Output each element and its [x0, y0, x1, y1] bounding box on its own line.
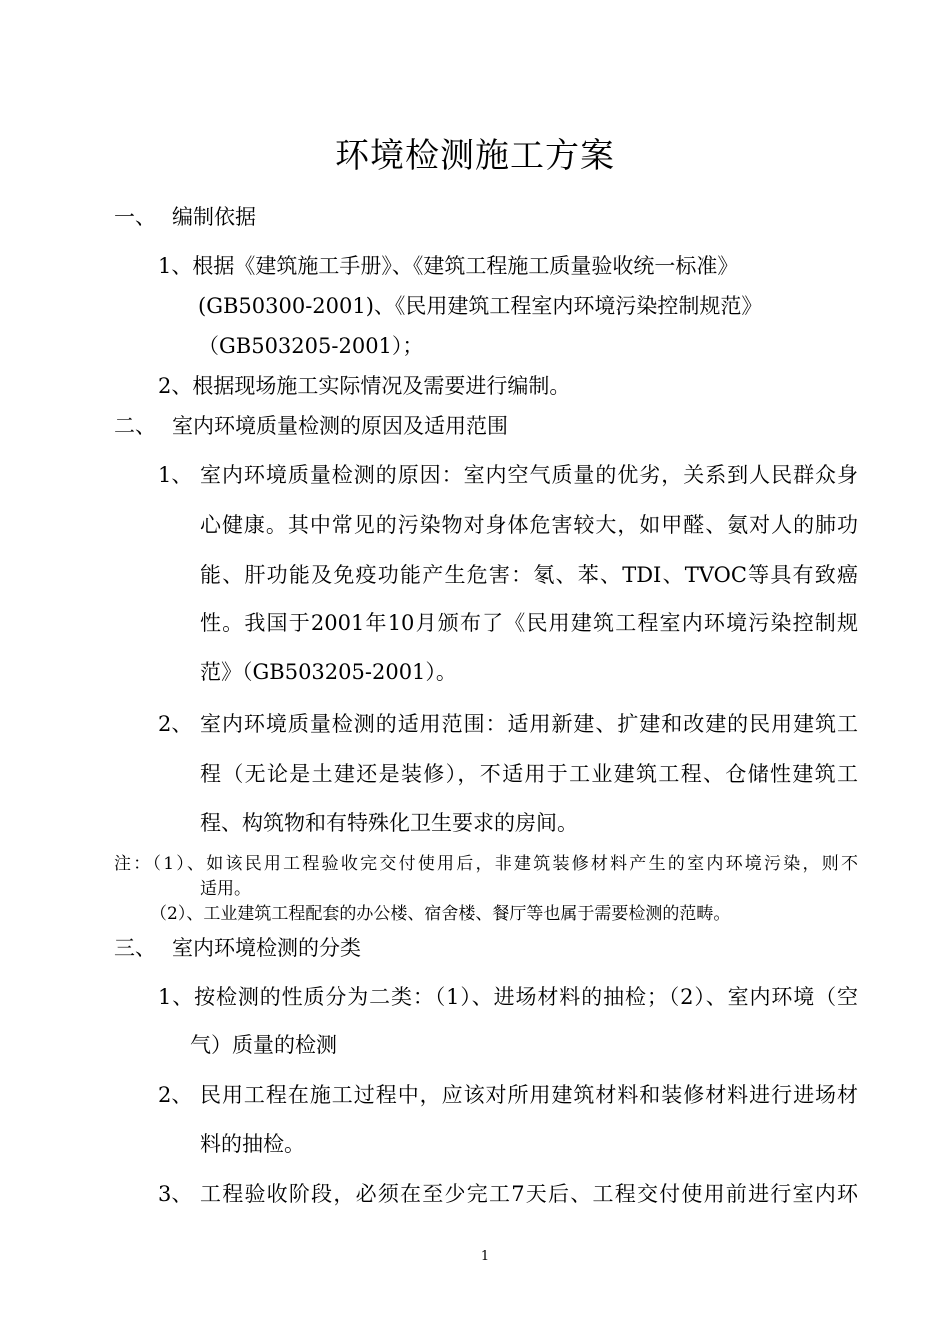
section-3-number: 三、	[114, 936, 156, 960]
s2-item-1-line-3: 能、肝功能及免疫功能产生危害：氡、苯、TDI、TVOC等具有致癌	[200, 563, 858, 587]
s2-item-1-line-2: 心健康。其中常见的污染物对身体危害较大，如甲醛、氨对人的肺功	[200, 513, 858, 537]
s2-item-2-line-1: 室内环境质量检测的适用范围：适用新建、扩建和改建的民用建筑工	[200, 712, 858, 736]
s2-item-1-number: 1、	[158, 463, 193, 487]
s3-item-1-line-1: 1、按检测的性质分为二类：（1）、进场材料的抽检；（2）、室内环境（空	[158, 985, 858, 1009]
s3-item-1-line-2: 气）质量的检测	[190, 1033, 337, 1057]
s3-item-2-number: 2、	[158, 1083, 193, 1107]
page-title: 环境检测施工方案	[335, 136, 615, 176]
s1-line-4: 2、根据现场施工实际情况及需要进行编制。	[158, 374, 571, 398]
s3-item-2-line-2: 料的抽检。	[200, 1132, 305, 1156]
note-2: （2）、工业建筑工程配套的办公楼、宿舍楼、餐厅等也属于需要检测的范畴。	[150, 904, 731, 924]
s2-item-1-line-1: 室内环境质量检测的原因：室内空气质量的优劣，关系到人民群众身	[200, 463, 858, 487]
s2-item-1-line-5: 范》（GB503205-2001）。	[200, 660, 457, 684]
section-2-heading: 室内环境质量检测的原因及适用范围	[172, 414, 508, 438]
note-1: 注：（1）、如该民用工程验收完交付使用后，非建筑装修材料产生的室内环境污染，则不	[114, 854, 858, 874]
s2-item-2-line-3: 程、构筑物和有特殊化卫生要求的房间。	[200, 811, 578, 835]
s1-line-2: (GB50300-2001)、《民用建筑工程室内环境污染控制规范》	[198, 294, 763, 318]
s2-item-2-line-2: 程（无论是土建还是装修），不适用于工业建筑工程、仓储性建筑工	[200, 762, 858, 786]
s2-item-2-number: 2、	[158, 712, 193, 736]
section-3-heading: 室内环境检测的分类	[172, 936, 361, 960]
section-1-heading: 编制依据	[172, 205, 256, 229]
s1-line-3: （GB503205-2001）；	[198, 334, 424, 358]
s2-item-1-line-4: 性。我国于2001年10月颁布了《民用建筑工程室内环境污染控制规	[200, 611, 858, 635]
note-1-continued: 适用。	[200, 879, 251, 899]
page-number: 1	[480, 1249, 490, 1264]
s1-line-1: 1、根据《建筑施工手册》、《建筑工程施工质量验收统一标准》	[158, 254, 739, 278]
section-2-number: 二、	[114, 414, 156, 438]
section-1-number: 一、	[114, 205, 156, 229]
s3-item-3-line-1: 工程验收阶段，必须在至少完工7天后、工程交付使用前进行室内环	[200, 1182, 858, 1206]
s3-item-3-number: 3、	[158, 1182, 193, 1206]
s3-item-2-line-1: 民用工程在施工过程中，应该对所用建筑材料和装修材料进行进场材	[200, 1083, 858, 1107]
